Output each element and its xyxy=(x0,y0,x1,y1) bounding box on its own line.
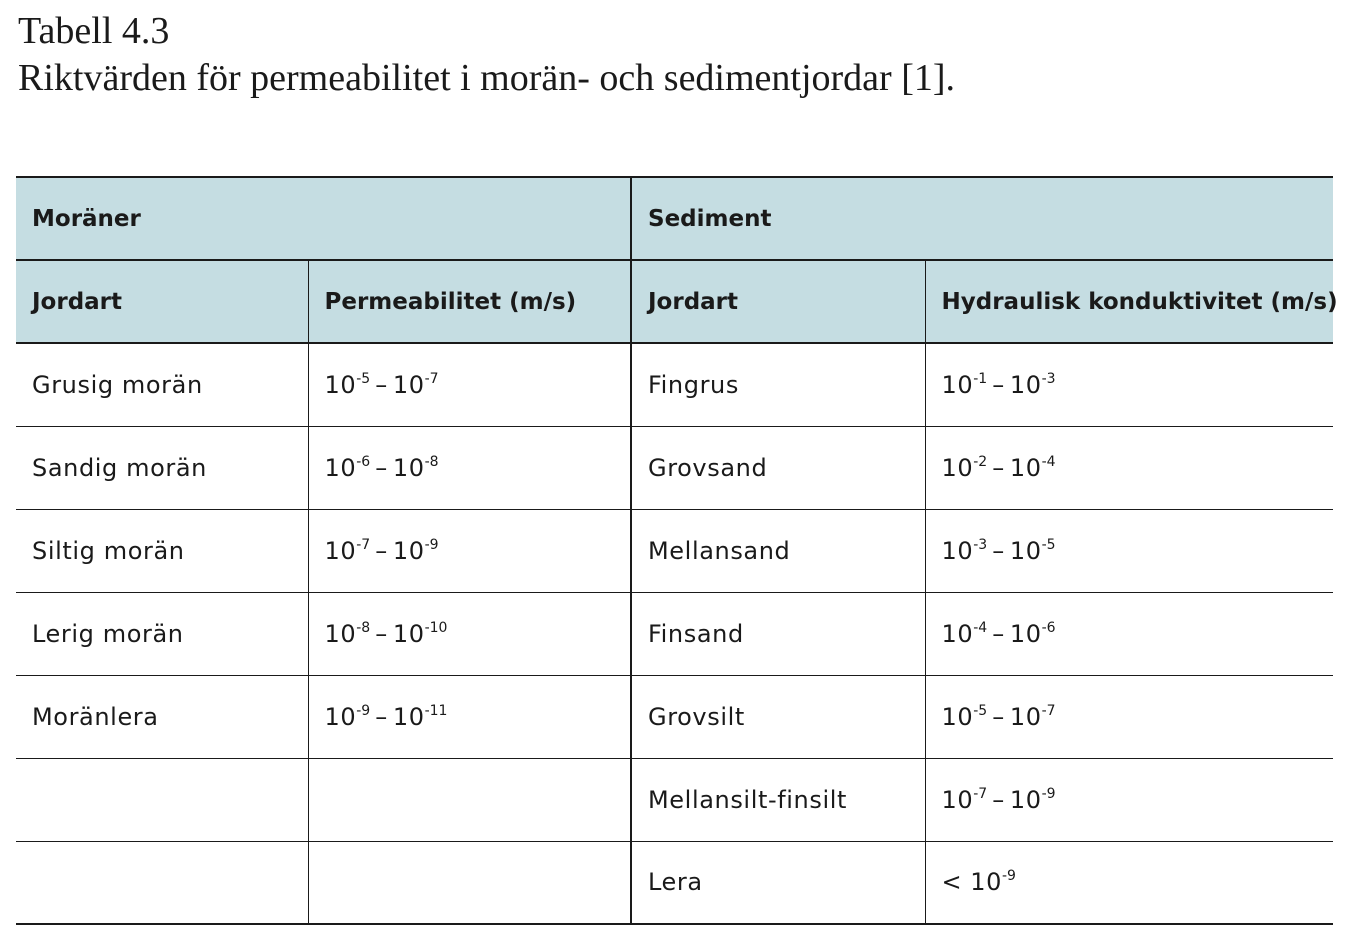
column-header-sediment-jordart: Jordart xyxy=(631,260,925,343)
value-to-base: 10 xyxy=(1009,370,1042,399)
value-to-base: 10 xyxy=(392,536,425,565)
value-separator: – xyxy=(375,702,388,731)
value-from-base: 10 xyxy=(324,370,357,399)
value-to-base: 10 xyxy=(1009,453,1042,482)
sediment-jordart-cell xyxy=(631,592,925,675)
value-from-base: 10 xyxy=(324,536,357,565)
konduktivitet-value xyxy=(942,454,1056,482)
konduktivitet-cell xyxy=(925,426,1333,509)
permeabilitet-cell xyxy=(308,509,631,592)
value-to-exponent: -9 xyxy=(1041,785,1056,802)
value-to-base: 10 xyxy=(392,370,425,399)
permeabilitet-cell xyxy=(308,758,631,841)
value-separator xyxy=(1016,868,1026,896)
konduktivitet-value xyxy=(942,786,1056,814)
value-from-exponent: -5 xyxy=(973,702,988,719)
column-header-moran-jordart: Jordart xyxy=(16,260,308,343)
moran-jordart-cell xyxy=(16,343,308,426)
permeabilitet-value xyxy=(325,537,439,565)
konduktivitet-value xyxy=(942,868,1026,896)
moran-jordart-cell xyxy=(16,509,308,592)
value-separator: – xyxy=(992,370,1005,399)
value-to-exponent: -3 xyxy=(1041,370,1056,387)
table-row xyxy=(16,343,1333,426)
value-to-exponent: -10 xyxy=(424,619,448,636)
group-header-row xyxy=(16,177,1333,260)
sediment-jordart-cell xyxy=(631,426,925,509)
value-to-base: 10 xyxy=(1009,619,1042,648)
moran-jordart-cell xyxy=(16,426,308,509)
value-to-exponent: -7 xyxy=(1041,702,1056,719)
table-label: Tabell 4.3 xyxy=(18,10,170,52)
table-row xyxy=(16,675,1333,758)
permeabilitet-value xyxy=(325,703,448,731)
value-to-base: 10 xyxy=(1009,702,1042,731)
konduktivitet-cell xyxy=(925,841,1333,924)
konduktivitet-cell xyxy=(925,343,1333,426)
value-from-base: 10 xyxy=(941,536,974,565)
value-separator: – xyxy=(992,536,1005,565)
moran-jordart: Siltig morän xyxy=(32,536,185,565)
permeabilitet-cell xyxy=(308,592,631,675)
table-body xyxy=(16,343,1333,924)
permeabilitet-cell xyxy=(308,426,631,509)
moran-jordart-cell xyxy=(16,841,308,924)
table-title: Riktvärden för permeabilitet i morän- och sedimentjordar [1]. xyxy=(18,57,956,99)
sediment-jordart: Grovsand xyxy=(648,453,768,482)
value-separator: – xyxy=(375,453,388,482)
column-header-permeabilitet: Permeabilitet (m/s) xyxy=(308,260,631,343)
moran-jordart-cell xyxy=(16,592,308,675)
value-separator: – xyxy=(375,370,388,399)
value-from-exponent: -5 xyxy=(356,370,371,387)
konduktivitet-value xyxy=(942,537,1056,565)
value-from-base: 10 xyxy=(324,619,357,648)
value-to-exponent: -9 xyxy=(424,536,439,553)
table-row xyxy=(16,841,1333,924)
moran-jordart-cell xyxy=(16,675,308,758)
value-from-exponent: -2 xyxy=(973,453,988,470)
table-row xyxy=(16,426,1333,509)
sediment-jordart-cell xyxy=(631,841,925,924)
column-header-hydraulisk-konduktivitet: Hydraulisk konduktivitet (m/s) xyxy=(925,260,1333,343)
sediment-jordart-cell xyxy=(631,675,925,758)
value-separator: – xyxy=(375,619,388,648)
moran-jordart: Grusig morän xyxy=(32,370,203,399)
konduktivitet-value xyxy=(942,703,1056,731)
sediment-jordart-cell xyxy=(631,343,925,426)
moran-jordart: Sandig morän xyxy=(32,453,207,482)
permeabilitet-value xyxy=(325,454,439,482)
table-row xyxy=(16,592,1333,675)
permeabilitet-value xyxy=(325,371,439,399)
value-from-base: 10 xyxy=(941,702,974,731)
table-caption xyxy=(18,8,955,102)
value-from-exponent: -9 xyxy=(1001,868,1016,885)
value-from-exponent: -6 xyxy=(356,453,371,470)
konduktivitet-cell xyxy=(925,592,1333,675)
group-header-sediment: Sediment xyxy=(631,177,1333,260)
value-to-exponent: -5 xyxy=(1041,536,1056,553)
moran-jordart: Moränlera xyxy=(32,702,159,731)
konduktivitet-value xyxy=(942,371,1056,399)
permeabilitet-cell xyxy=(308,675,631,758)
permeabilitet-value xyxy=(325,620,448,648)
value-to-exponent: -11 xyxy=(424,702,448,719)
table-row xyxy=(16,758,1333,841)
sediment-jordart: Grovsilt xyxy=(648,702,745,731)
value-separator: – xyxy=(992,702,1005,731)
group-header-moraner: Moräner xyxy=(16,177,631,260)
value-from-base: 10 xyxy=(941,370,974,399)
value-separator: – xyxy=(992,619,1005,648)
sediment-jordart: Lera xyxy=(648,868,703,897)
moran-jordart: Lerig morän xyxy=(32,619,184,648)
value-separator: – xyxy=(992,785,1005,814)
value-from-exponent: -3 xyxy=(973,536,988,553)
value-from-base: 10 xyxy=(970,868,1002,897)
value-to-exponent: -7 xyxy=(424,370,439,387)
value-from-base: 10 xyxy=(324,453,357,482)
sediment-jordart: Mellansilt-finsilt xyxy=(648,785,848,814)
value-to-exponent: -8 xyxy=(424,453,439,470)
value-from-base: 10 xyxy=(941,785,974,814)
value-to-base: 10 xyxy=(392,619,425,648)
column-header-row xyxy=(16,260,1333,343)
value-from-exponent: -4 xyxy=(973,619,988,636)
value-from-exponent: -7 xyxy=(356,536,371,553)
value-from-base: 10 xyxy=(941,453,974,482)
value-to-base: 10 xyxy=(1009,536,1042,565)
value-from-exponent: -8 xyxy=(356,619,371,636)
sediment-jordart-cell xyxy=(631,509,925,592)
value-to-exponent: -4 xyxy=(1041,453,1056,470)
value-to-base: 10 xyxy=(392,702,425,731)
value-from-exponent: -7 xyxy=(973,785,988,802)
konduktivitet-value xyxy=(942,620,1056,648)
moran-jordart-cell xyxy=(16,758,308,841)
permeabilitet-cell xyxy=(308,841,631,924)
value-from-base: 10 xyxy=(324,702,357,731)
konduktivitet-cell xyxy=(925,675,1333,758)
sediment-jordart: Fingrus xyxy=(648,370,739,399)
permeabilitet-cell xyxy=(308,343,631,426)
table-row xyxy=(16,509,1333,592)
value-prefix: < xyxy=(941,868,963,897)
value-from-exponent: -9 xyxy=(356,702,371,719)
value-to-base: 10 xyxy=(1009,785,1042,814)
sediment-jordart-cell xyxy=(631,758,925,841)
value-to-exponent: -6 xyxy=(1041,619,1056,636)
value-separator: – xyxy=(992,453,1005,482)
konduktivitet-cell xyxy=(925,758,1333,841)
value-from-exponent: -1 xyxy=(973,370,988,387)
konduktivitet-cell xyxy=(925,509,1333,592)
value-from-base: 10 xyxy=(941,619,974,648)
sediment-jordart: Mellansand xyxy=(648,536,791,565)
value-to-base: 10 xyxy=(392,453,425,482)
value-separator: – xyxy=(375,536,388,565)
permeability-table xyxy=(16,176,1338,925)
sediment-jordart: Finsand xyxy=(648,619,744,648)
